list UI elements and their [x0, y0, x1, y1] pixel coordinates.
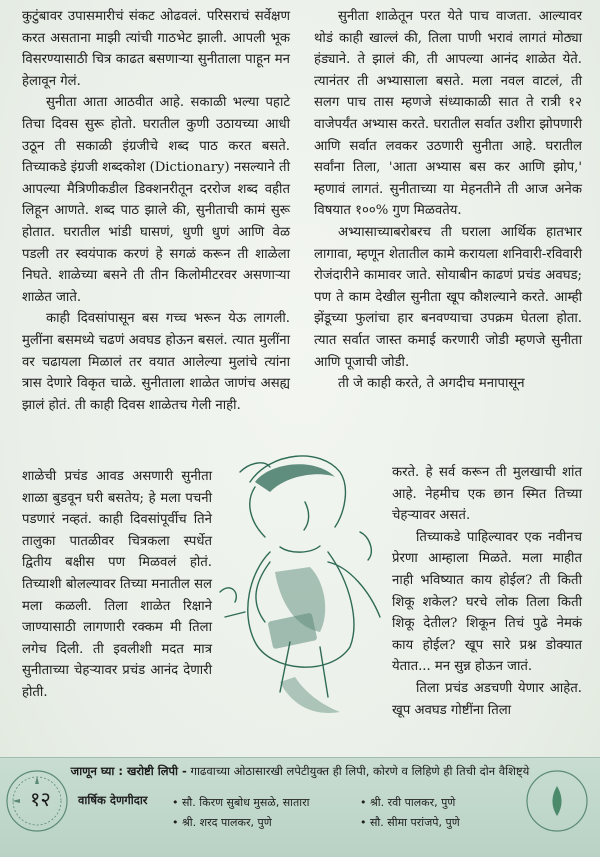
left-para-1: कुटुंबावर उपासमारीचं संकट ओढवलं. परिसराचं सर्वेक्षण करत असताना माझी त्यांची गाठभेट झाली. आपली भूक विसरण्यासाठी चित्र काढत बसणाऱ्या सुनीताला पाहून मन हेलावून गेलं.: [22, 9, 290, 89]
right-narrow-column: [392, 462, 582, 721]
info-label: जाणून घ्या : खरोष्टी लिपी -: [70, 764, 187, 778]
info-text: गाढवाच्या ओठासारखी लपेटीयुक्त ही लिपी, कोरणे व लिहिणे ही तिची दोन वैशिष्ट्ये: [190, 764, 530, 778]
left-para-2: सुनीता आता आठवीत आहे. सकाळी भल्या पहाटे तिचा दिवस सुरू होतो. घरातील कुणी उठायच्या आधी उठून ती सकाळी इंग्रजीचे शब्द पाठ करत बसते. तिच्याकडे इंग्रजी शब्दकोश (Dictionary) नसल्याने ती आपल्या मैत्रिणीकडील डिक्शनरीतून दररोज शब्द वहीत लिहून आणते. शब्द पाठ झाले की, सुनीताची कामं सुरू होतात. घरातील भांडी घासणं, धुणी धुणं आणि वेळ पडली तर स्वयंपाक करणं हे सगळं करून ती शाळेला निघते. शाळेच्या बसने ती तीन किलोमीटरवर असणाऱ्या शाळेत जाते.: [22, 95, 290, 305]
left-narrow-para: शाळेची प्रचंड आवड असणारी सुनीता शाळा बुडवून घरी बसतेय; हे मला पचनी पडणारं नव्हतं. काही दिवसांपूर्वीच तिने तालुका पातळीवर चित्रकला स्पर्धेत द्वितीय बक्षीस पण मिळवलं होतं. तिच्याशी बोलल्यावर तिच्या मनातील सल मला कळली. तिला शाळेत रिक्षाने जाण्यासाठी लागणारी रक्कम मी तिला लगेच दिली. ती इवलीशी मदत मात्र सुनीताच्या चेहऱ्यावर प्रचंड आनंद देणारी होती.: [22, 469, 212, 700]
right-narrow-para-2: तिच्याकडे पाहिल्यावर एक नवीनच प्रेरणा आम्हाला मिळते. मला माहीत नाही भविष्यात काय होईल? ती किती शिकू शकेल? घरचे लोक तिला किती शिकू देतील? शिकून तिचं पुढे नेमकं काय होईल? खूप सारे प्रश्न डोक्यात येतात... मन सुन्न होऊन जातं.: [392, 529, 582, 675]
page-number: १२: [30, 787, 51, 811]
right-column: [314, 6, 582, 395]
right-narrow-para-1: करते. हे सर्व करून ती मुलखाची शांत आहे. नेहमीच एक छान स्मित तिच्या चेहऱ्यावर असतं.: [392, 465, 582, 524]
footer-band: [0, 757, 600, 857]
left-narrow-column: [22, 466, 212, 704]
girl-illustration: [210, 442, 400, 732]
donor-title: वार्षिक देणगीदार: [78, 793, 148, 807]
right-para-3: ती जे काही करते, ते अगदीच मनापासून: [338, 376, 525, 392]
left-para-3: काही दिवसांपासून बस गच्च भरून येऊ लागली. मुलींना बसमध्ये चढणं अवघड होऊन बसलं. त्यात मुलींना वर चढायला मिळालं तर वयात आलेल्या मुलांचे त्यांना त्रास देणारे विकृत चाळे. सुनीताला शाळेत जाणंच असह्य झालं होतं. ती काही दिवस शाळेतच गेली नाही.: [22, 311, 290, 413]
right-para-1: सुनीता शाळेतून परत येते पाच वाजता. आल्यावर थोडं काही खाल्लं की, तिला पाणी भरावं लागतं मोठ्या हंड्याने. ते झालं की, ती आपल्या आनंद शाळेत येते. त्यानंतर ती अभ्यासाला बसते. मला नवल वाटलं, ती सलग पाच तास म्हणजे संध्याकाळी सात ते रात्री १२ वाजेपर्यंत अभ्यास करते. घरातील सर्वात उशीरा झोपणारी आणि सर्वात लवकर उठणारी सुनीता आहे. घरातील सर्वांना तिला, 'आता अभ्यास बस कर आणि झोप,' म्हणावं लागतं. सुनीताच्या या मेहनतीने ती आज अनेक विषयात १००% गुण मिळवतेय.: [314, 9, 582, 219]
right-seal-icon: [522, 766, 592, 836]
donor-1: • सौ. किरण सुबोध मुसळे, सातारा: [172, 796, 310, 809]
donor-2: • श्री. शरद पालकर, पुणे: [172, 816, 272, 829]
left-column: [22, 6, 290, 416]
donor-3: • श्री. रवी पालकर, पुणे: [360, 796, 456, 809]
donor-4: • सौ. सीमा परांजपे, पुणे: [360, 816, 460, 829]
right-para-2: अभ्यासाच्याबरोबरच ती घराला आर्थिक हातभार लागावा, म्हणून शेतातील कामे करायला शनिवारी-रविवारी रोजंदारीने कामावर जाते. सोयाबीन काढणं प्रचंड अवघड; पण ते काम देखील सुनीता खूप कौशल्याने करते. आम्ही झेंडूच्या फुलांचा हार बनवण्याचा उपक्रम घेतला होता. त्यात सर्वात जास्त कमाई करणारी जोडी म्हणजे सुनीता आणि पूजाची जोडी.: [314, 224, 582, 370]
right-narrow-para-3: तिला प्रचंड अडचणी येणार आहेत. खूप अवघड गोष्टींना तिला: [392, 680, 582, 718]
footer-info: [0, 764, 600, 779]
